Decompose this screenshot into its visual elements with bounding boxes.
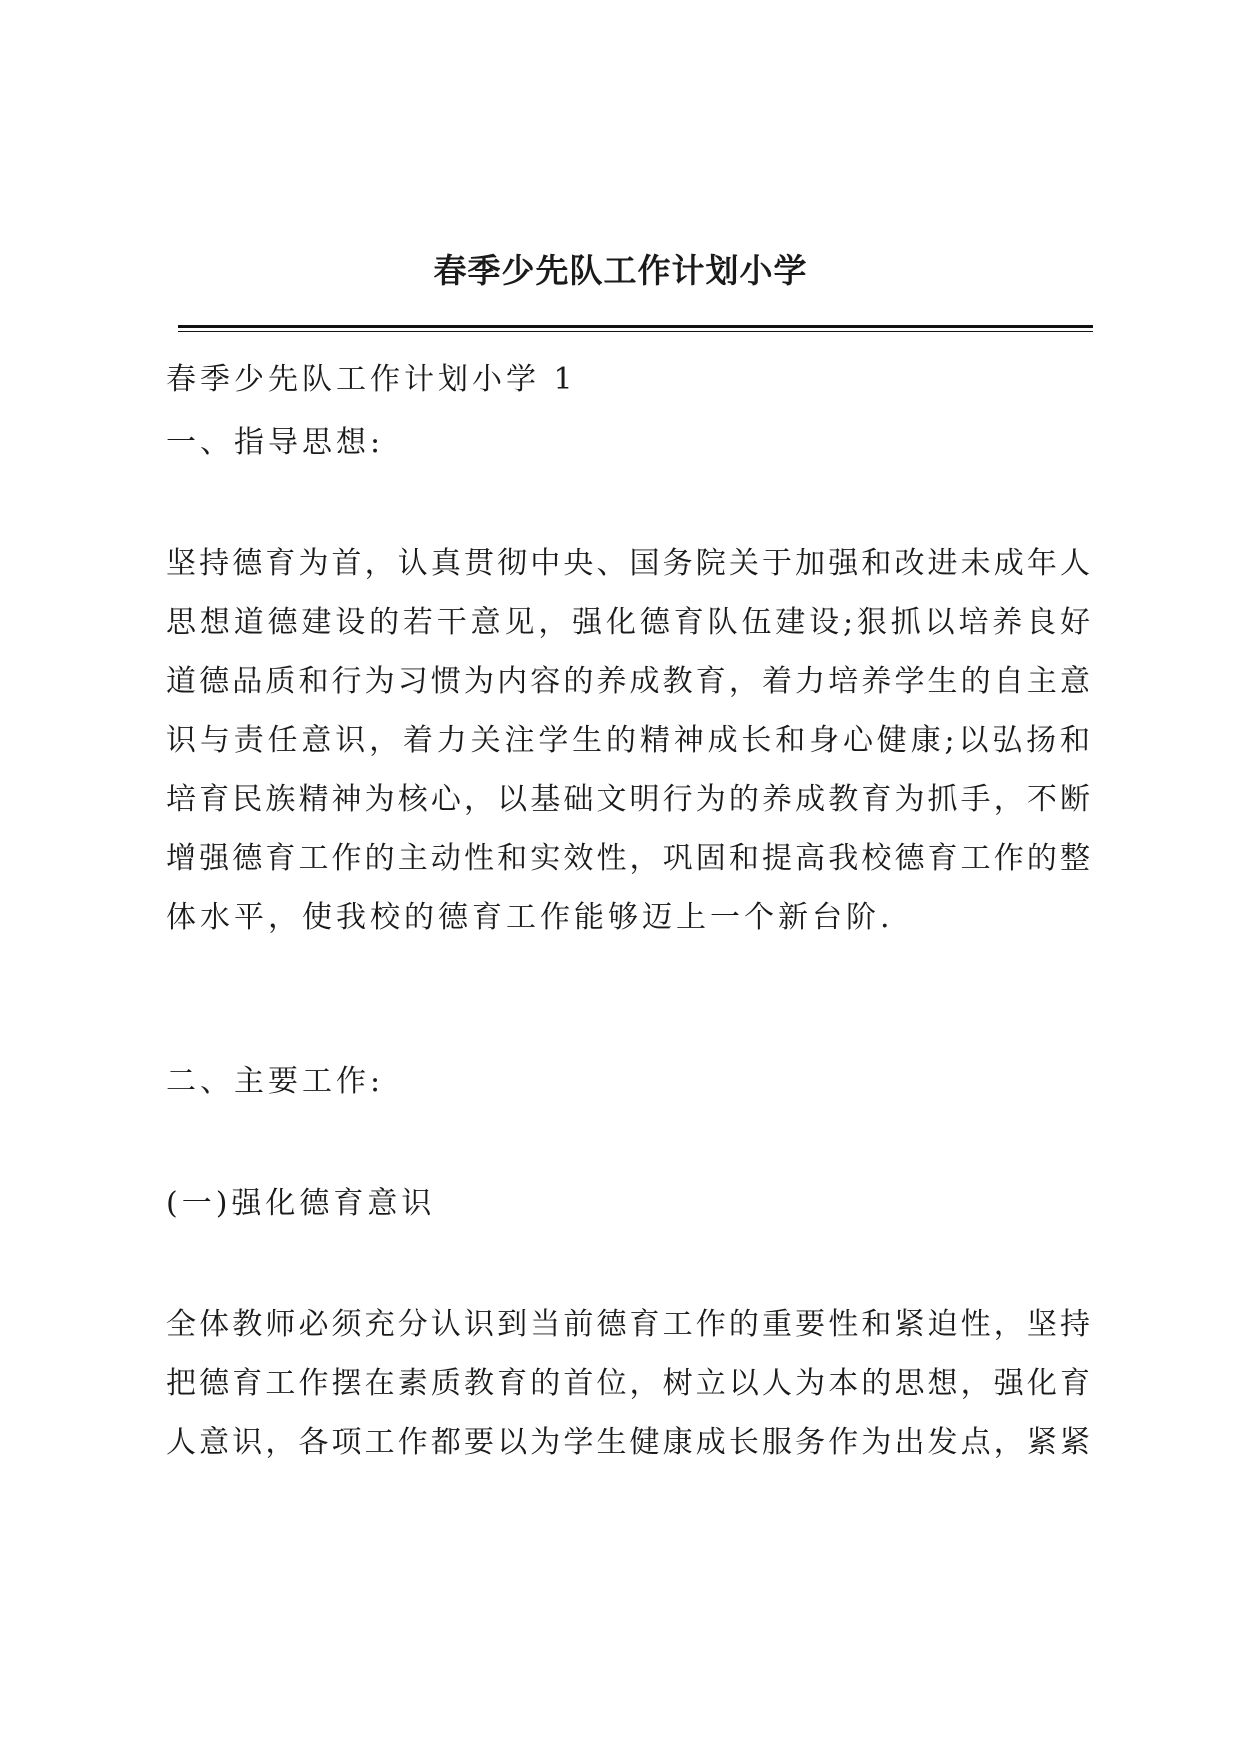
paragraph-line: 增强德育工作的主动性和实效性，巩固和提高我校德育工作的整	[166, 841, 1090, 876]
paragraph-line: 道德品质和行为习惯为内容的养成教育，着力培养学生的自主意	[166, 664, 1090, 699]
paragraph-line: 思想道德建设的若干意见，强化德育队伍建设;狠抓以培养良好	[166, 605, 1090, 640]
section-heading-guiding-ideology: 一、指导思想:	[166, 425, 385, 460]
paragraph-line: 人意识，各项工作都要以为学生健康成长服务作为出发点，紧紧	[166, 1425, 1090, 1460]
title-divider-thick	[178, 325, 1093, 328]
document-title: 春季少先队工作计划小学	[433, 251, 808, 290]
paragraph-line: 把德育工作摆在素质教育的首位，树立以人为本的思想，强化育	[166, 1366, 1090, 1401]
paragraph-line: 识与责任意识，着力关注学生的精神成长和身心健康;以弘扬和	[166, 723, 1090, 758]
section-heading-main-work: 二、主要工作:	[166, 1064, 385, 1099]
paragraph-line: 坚持德育为首，认真贯彻中央、国务院关于加强和改进未成年人	[166, 546, 1090, 581]
paragraph-line: 全体教师必须充分认识到当前德育工作的重要性和紧迫性，坚持	[166, 1307, 1090, 1342]
paragraph-line: 培育民族精神为核心，以基础文明行为的养成教育为抓手，不断	[166, 782, 1090, 817]
document-subtitle: 春季少先队工作计划小学 1	[166, 362, 577, 397]
paragraph-line-last: 体水平，使我校的德育工作能够迈上一个新台阶.	[166, 900, 894, 935]
subsection-heading-moral-awareness: (一)强化德育意识	[166, 1186, 436, 1221]
title-divider-thin	[178, 331, 1093, 332]
